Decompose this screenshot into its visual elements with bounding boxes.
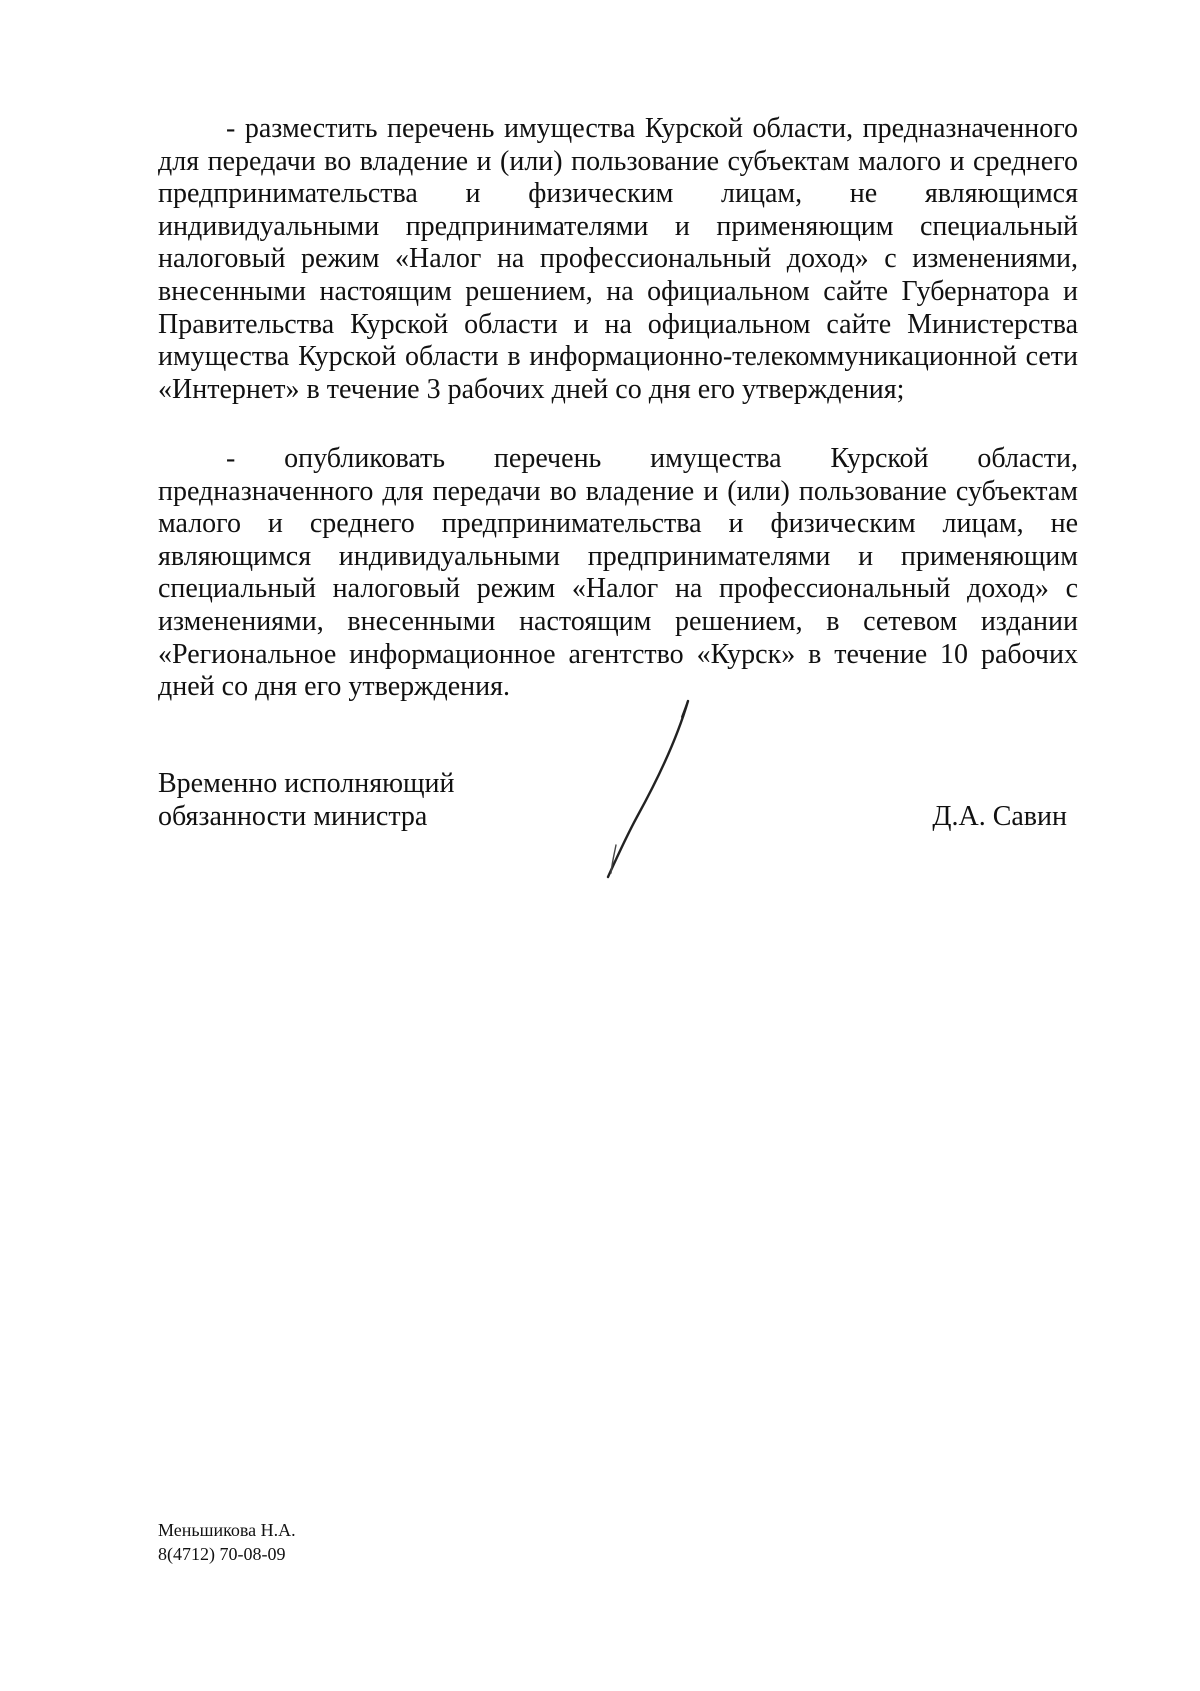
executor-name: Меньшикова Н.А. <box>158 1520 296 1540</box>
executor-info <box>158 1518 296 1566</box>
handwritten-signature <box>590 695 700 885</box>
signer-title <box>158 768 455 833</box>
executor-phone: 8(4712) 70-08-09 <box>158 1544 286 1564</box>
signer-title-line-1: Временно исполняющий <box>158 768 455 799</box>
paragraph-publish-media: - опубликовать перечень имущества Курской области, предназначенного для передачи во владение и (или) пользование субъектам малого и среднего предпринимательства и физическим лицам, не являющимся индивидуальными предпринимателями и применяющим специальный налоговый режим «Налог на профессиональный доход» с изменениями, внесенными настоящим решением, в сетевом издании «Региональное информационное агентство «Курск» в течение 10 рабочих дней со дня его утверждения. <box>158 443 1078 703</box>
signer-name: Д.А. Савин <box>932 801 1067 832</box>
paragraph-publish-online: - разместить перечень имущества Курской области, предназначенного для передачи во владение и (или) пользование субъектам малого и среднего предпринимательства и физическим лицам, не являющимся индивидуальными предпринимателями и применяющим специальный налоговый режим «Налог на профессиональный доход» с изменениями, внесенными настоящим решением, на официальном сайте Губернатора и Правительства Курской области и на официальном сайте Министерства имущества Курской области в информационно-телекоммуникационной сети «Интернет» в течение 3 рабочих дней со дня его утверждения; <box>158 113 1078 405</box>
signer-title-line-2: обязанности министра <box>158 800 428 832</box>
